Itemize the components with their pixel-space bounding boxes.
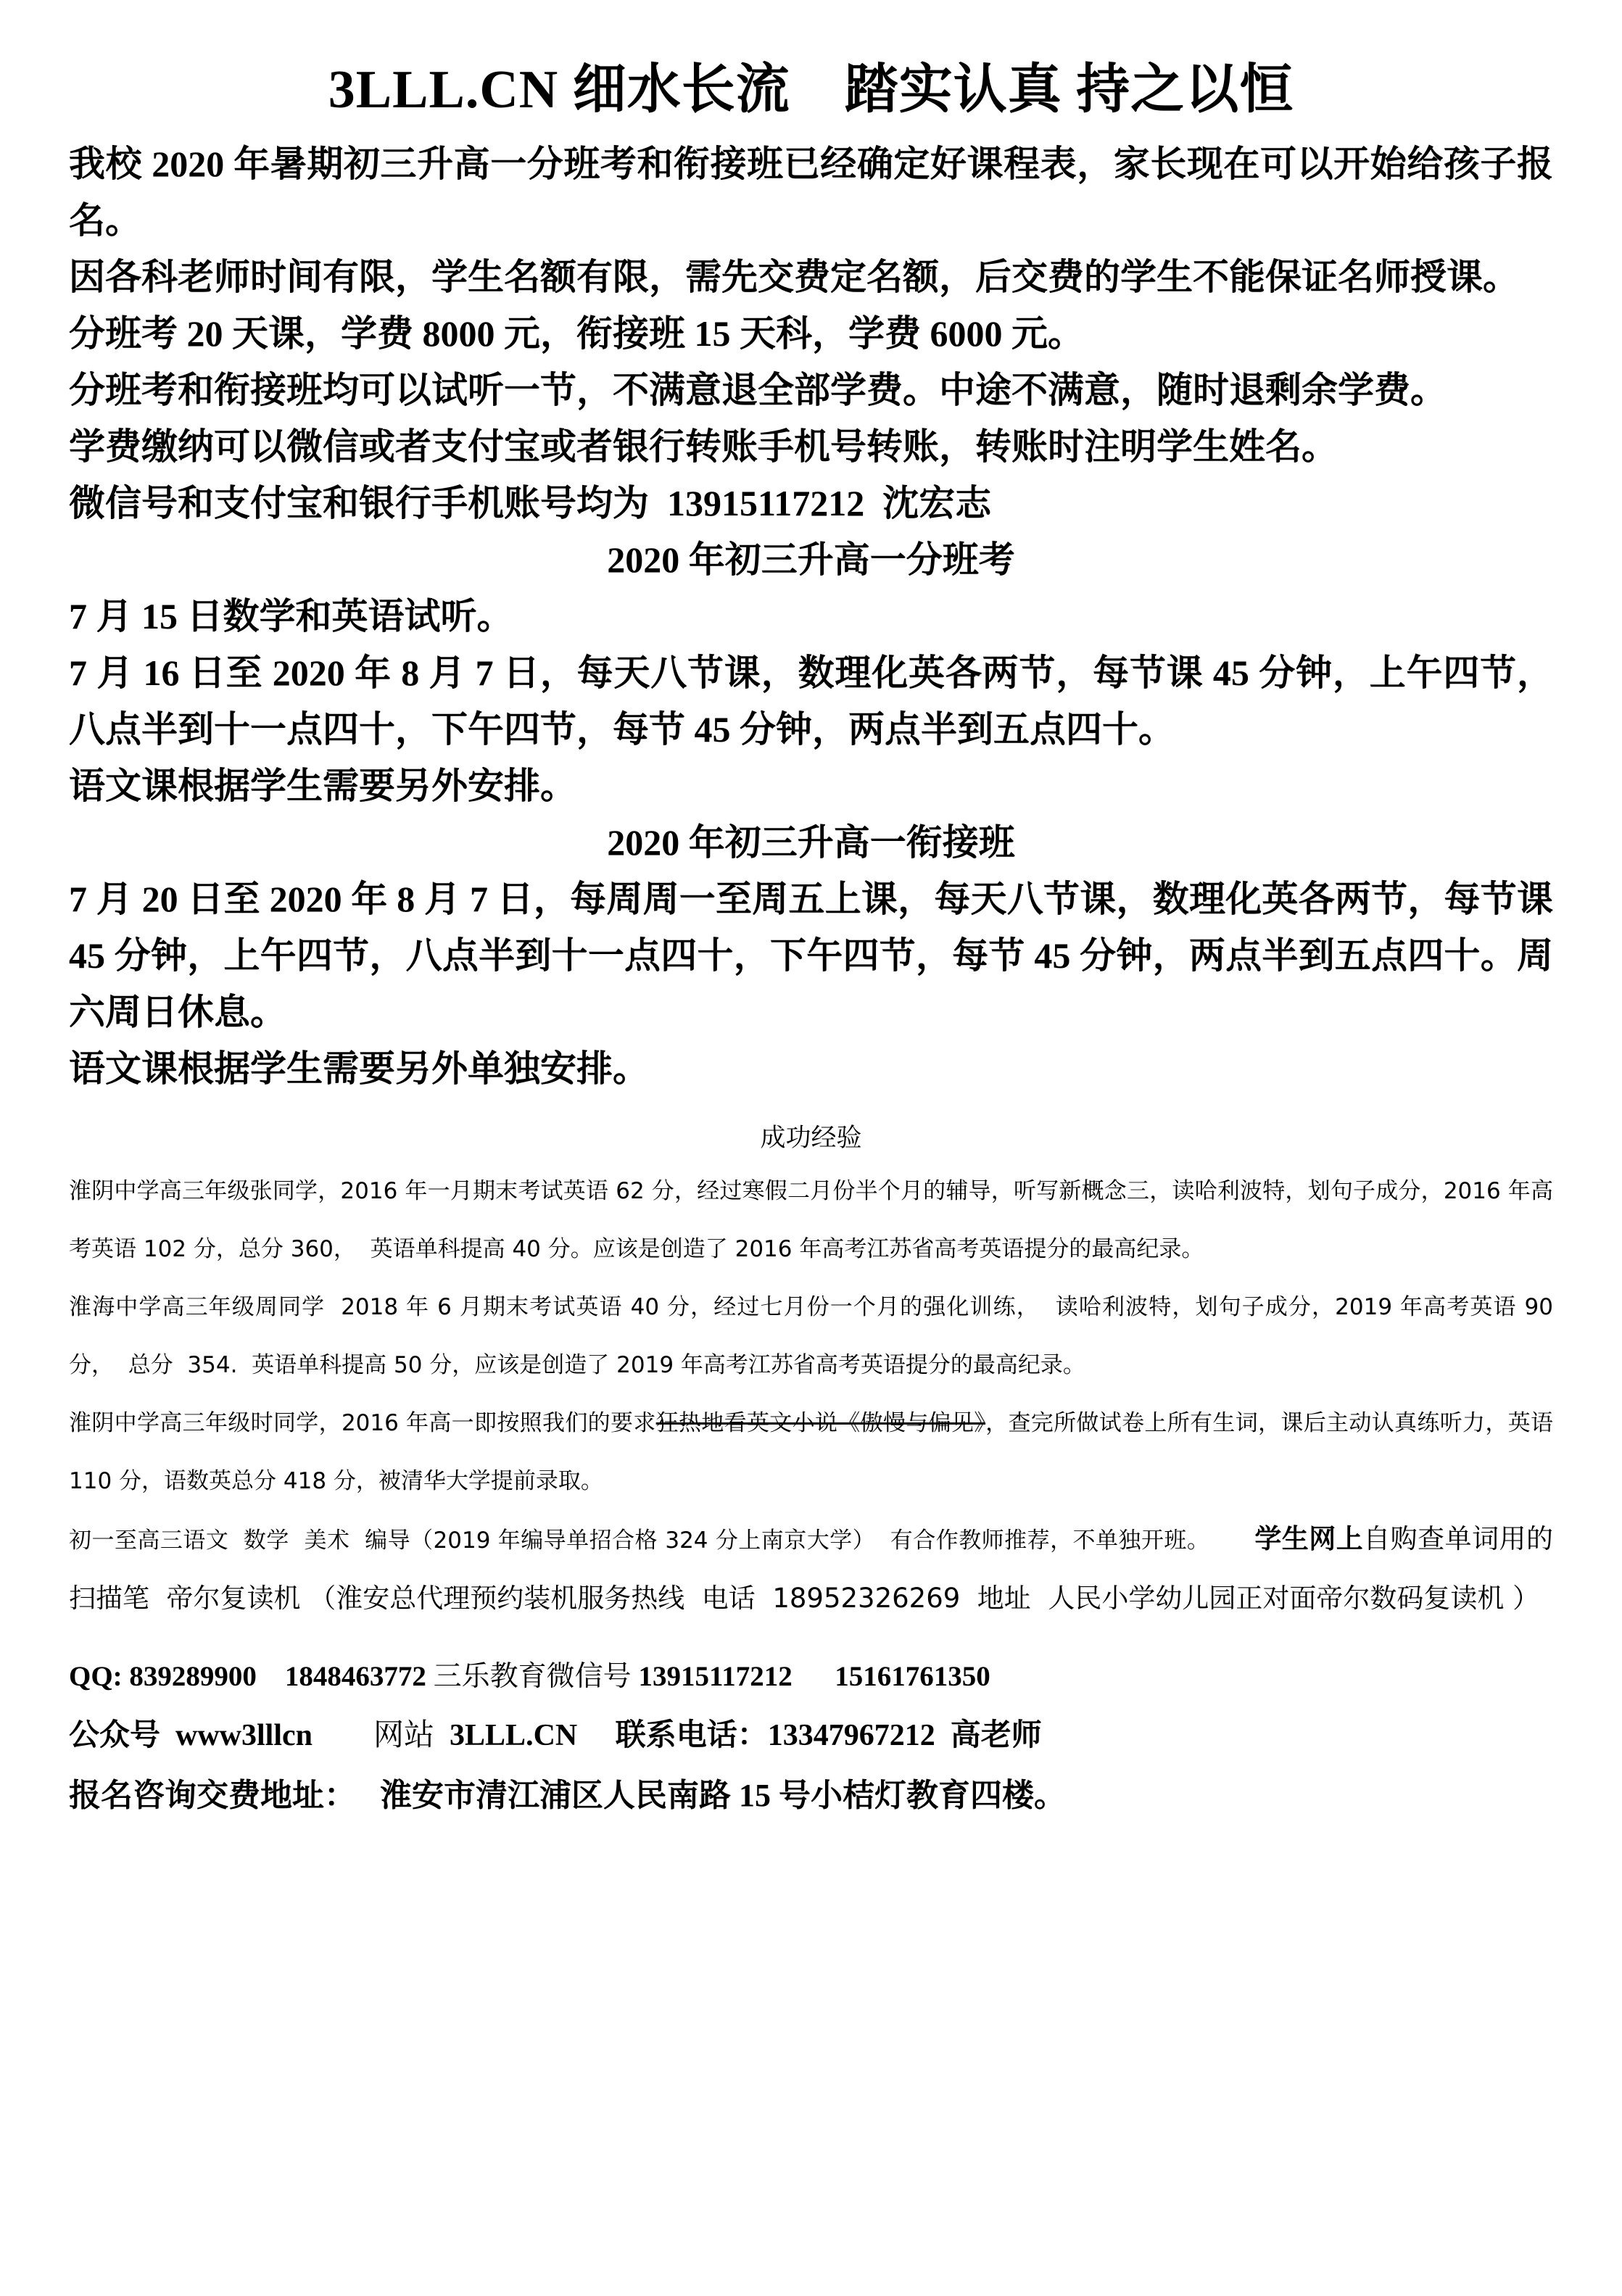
paragraph-payment-methods: 学费缴纳可以微信或者支付宝或者银行转账手机号转账，转账时注明学生姓名。: [69, 426, 1338, 467]
paragraph-quota: 因各科老师时间有限，学生名额有限，需先交费定名额，后交费的学生不能保证名师授课。: [69, 256, 1519, 297]
heading-placement-exam: 2020 年初三升高一分班考: [607, 539, 1015, 580]
page-title: 3LLL.CN 细水长流 踏实认真 持之以恒: [328, 60, 1294, 120]
scanner-lead-text: 学生网上: [1254, 1522, 1364, 1554]
paragraph-fees: 分班考 20 天课，学费 8000 元，衔接班 15 天科，学费 6000 元。: [69, 312, 1084, 354]
paragraph-success-case-3: [69, 1394, 1560, 1510]
public-account-name: 公众号 www3lllcn: [69, 1718, 313, 1752]
paragraph-bridge-schedule: 7 月 20 日至 2020 年 8 月 7 日，每周周一至周五上课，每天八节课，数理化英各两节，每节课 45 分钟，上午四节，八点半到十一点四十，下午四节，每节 45 分钟，两点半到五点四十。周六周日休息。: [69, 878, 1563, 1032]
contact-site-line: [69, 1706, 1553, 1765]
scanner-detail-text: 自购查单词用的扫描笔 帝尔复读机 （淮安总代理预约装机服务热线 电话 18952326269 地址 人民小学幼儿园正对面帝尔数码复读机 ）: [69, 1522, 1554, 1614]
qq-numbers: QQ: 839289900 1848463772: [69, 1660, 434, 1692]
paragraph-bridge-chinese: 语文课根据学生需要另外单独安排。: [69, 1048, 649, 1089]
paragraph-placement-trial-date: 7 月 15 日数学和英语试听。: [69, 595, 513, 637]
case-3-strikethrough-text: 狂热地看英文小说《傲慢与偏见》: [655, 1409, 986, 1436]
website-label: 网站: [313, 1718, 450, 1752]
paragraph-success-case-2: 淮海中学高三年级周同学 2018 年 6 月期末考试英语 40 分，经过七月份一个月的强化训练， 读哈利波特，划句子成分，2019 年高考英语 90 分， 总分 354. 英语单科提高 50 分，应该是创造了 2019 年高考江苏省高考英语提分的最高纪录。: [69, 1293, 1560, 1378]
paragraph-placement-schedule: 7 月 16 日至 2020 年 8 月 7 日，每天八节课，数理化英各两节，每节课 45 分钟，上午四节，八点半到十一点四十，下午四节，每节 45 分钟，两点半到五点四十。: [69, 652, 1553, 750]
paragraph-enrollment: 我校 2020 年暑期初三升高一分班考和衔接班已经确定好课程表，家长现在可以开始给孩子报名。: [69, 143, 1553, 241]
paragraph-success-case-1: 淮阴中学高三年级张同学，2016 年一月期末考试英语 62 分，经过寒假二月份半个月的辅导，听写新概念三，读哈利波特，划句子成分，2016 年高考英语 102 分，总分 360， 英语单科提高 40 分。应该是创造了 2016 年高考江苏省高考英语提分的最高纪录。: [69, 1177, 1553, 1262]
heading-bridge-class: 2020 年初三升高一衔接班: [607, 821, 1015, 863]
case-3-text-after: ，查完所做试卷上所有生词，课后主动认真练听力，英语 110 分，语数英总分 418 分，被清华大学提前录取。: [69, 1409, 1560, 1494]
case-3-text-before: 淮阴中学高三年级时同学，2016 年高一即按照我们的要求: [69, 1409, 656, 1436]
heading-success-stories: 成功经验: [760, 1123, 862, 1153]
wechat-numbers: 13915117212 15161761350: [638, 1660, 990, 1692]
paragraph-payment-account: 微信号和支付宝和银行手机账号均为 13915117212 沈宏志: [69, 482, 992, 523]
contact-qq-wechat-line: [69, 1648, 1553, 1706]
courses-offered-text: 初一至高三语文 数学 美术 编导（2019 年编导单招合格 324 分上南京大学） 有合作教师推荐，不单独开班。: [69, 1527, 1255, 1554]
paragraph-placement-chinese: 语文课根据学生需要另外安排。: [69, 765, 576, 806]
website-and-phone: 3LLL.CN 联系电话：13347967212 高老师: [450, 1718, 1042, 1752]
wechat-label: 三乐教育微信号: [433, 1660, 639, 1692]
registration-address-line: 报名咨询交费地址： 淮安市清江浦区人民南路 15 号小桔灯教育四楼。: [69, 1777, 1066, 1813]
paragraph-courses-and-scanner: [69, 1510, 1553, 1629]
paragraph-trial-refund: 分班考和衔接班均可以试听一节，不满意退全部学费。中途不满意，随时退剩余学费。: [69, 369, 1447, 410]
